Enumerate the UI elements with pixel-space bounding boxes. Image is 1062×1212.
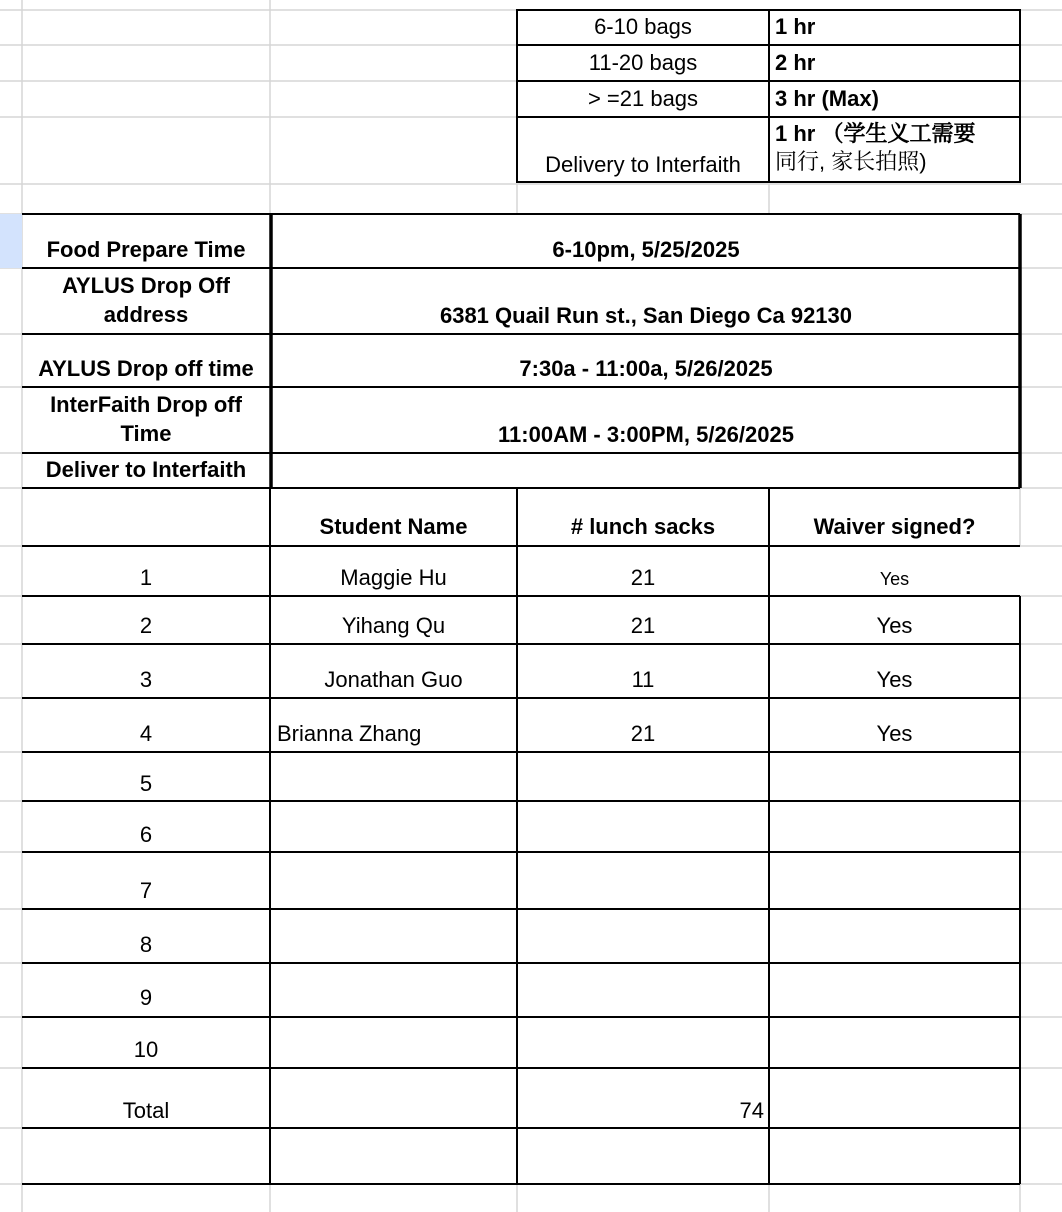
waiver-cell[interactable]: Yes [876,667,913,692]
total-lunch-sacks[interactable]: 74 [739,1098,764,1123]
interfaith-time-label-line-2: Time [120,420,172,446]
waiver-cell[interactable]: Yes [876,721,913,746]
food-prepare-label[interactable]: Food Prepare Time [46,237,246,262]
row-number[interactable]: 3 [139,667,153,692]
rate-bags-cell[interactable]: 6-10 bags [594,14,692,39]
waiver-cell[interactable]: Yes [876,613,913,638]
delivery-hours-line-1: 1 hr （学生义工需要 [775,121,976,146]
rate-hours-cell[interactable]: 1 hr [775,14,816,39]
row-number[interactable]: 7 [139,878,153,903]
row-number[interactable]: 5 [139,771,153,796]
food-prepare-value[interactable]: 6-10pm, 5/25/2025 [552,237,740,262]
row-number[interactable]: 6 [139,822,153,847]
lunch-sacks-cell[interactable]: 21 [630,565,656,590]
delivery-hours-line-2: 同行, 家长拍照) [775,148,927,174]
dropoff-address-label-line-1: AYLUS Drop Off [62,273,230,298]
header-lunch-sacks[interactable]: # lunch sacks [570,514,716,539]
waiver-cell[interactable]: Yes [879,569,910,589]
rate-bags-cell[interactable]: Delivery to Interfaith [545,152,741,177]
lunch-sacks-cell[interactable]: 21 [630,613,656,638]
interfaith-time-value[interactable]: 11:00AM - 3:00PM, 5/26/2025 [498,422,794,447]
rate-bags-cell[interactable]: 11-20 bags [588,50,698,75]
row-number[interactable]: 9 [139,985,153,1010]
student-name-cell[interactable]: Maggie Hu [340,565,447,590]
header-waiver-signed[interactable]: Waiver signed? [813,514,976,539]
student-name-cell[interactable]: Brianna Zhang [277,721,422,746]
rate-hours-cell[interactable] [775,120,975,175]
deliver-interfaith-label[interactable]: Deliver to Interfaith [45,457,247,482]
row-number[interactable]: 1 [139,565,153,590]
student-name-cell[interactable]: Yihang Qu [341,613,446,638]
row-number[interactable]: 8 [139,932,153,957]
interfaith-time-label[interactable] [22,391,270,448]
lunch-sacks-cell[interactable]: 11 [631,667,655,692]
student-name-cell[interactable]: Jonathan Guo [324,667,463,692]
interfaith-time-label-line-1: InterFaith Drop off [50,392,242,417]
rate-bags-cell[interactable]: > =21 bags [587,86,699,111]
row-number[interactable]: 2 [139,613,153,638]
header-student-name[interactable]: Student Name [319,514,468,539]
dropoff-address-value[interactable]: 6381 Quail Run st., San Diego Ca 92130 [439,303,853,328]
row-number[interactable]: 10 [133,1037,159,1062]
dropoff-address-label[interactable] [22,272,270,329]
dropoff-address-label-line-2: address [103,301,189,327]
dropoff-time-value[interactable]: 7:30a - 11:00a, 5/26/2025 [519,356,773,381]
rate-hours-cell[interactable]: 3 hr (Max) [775,86,879,111]
rate-hours-cell[interactable]: 2 hr [775,50,816,75]
dropoff-time-label[interactable]: AYLUS Drop off time [38,356,254,381]
total-label[interactable]: Total [122,1098,170,1123]
lunch-sacks-cell[interactable]: 21 [630,721,656,746]
row-number[interactable]: 4 [139,721,153,746]
